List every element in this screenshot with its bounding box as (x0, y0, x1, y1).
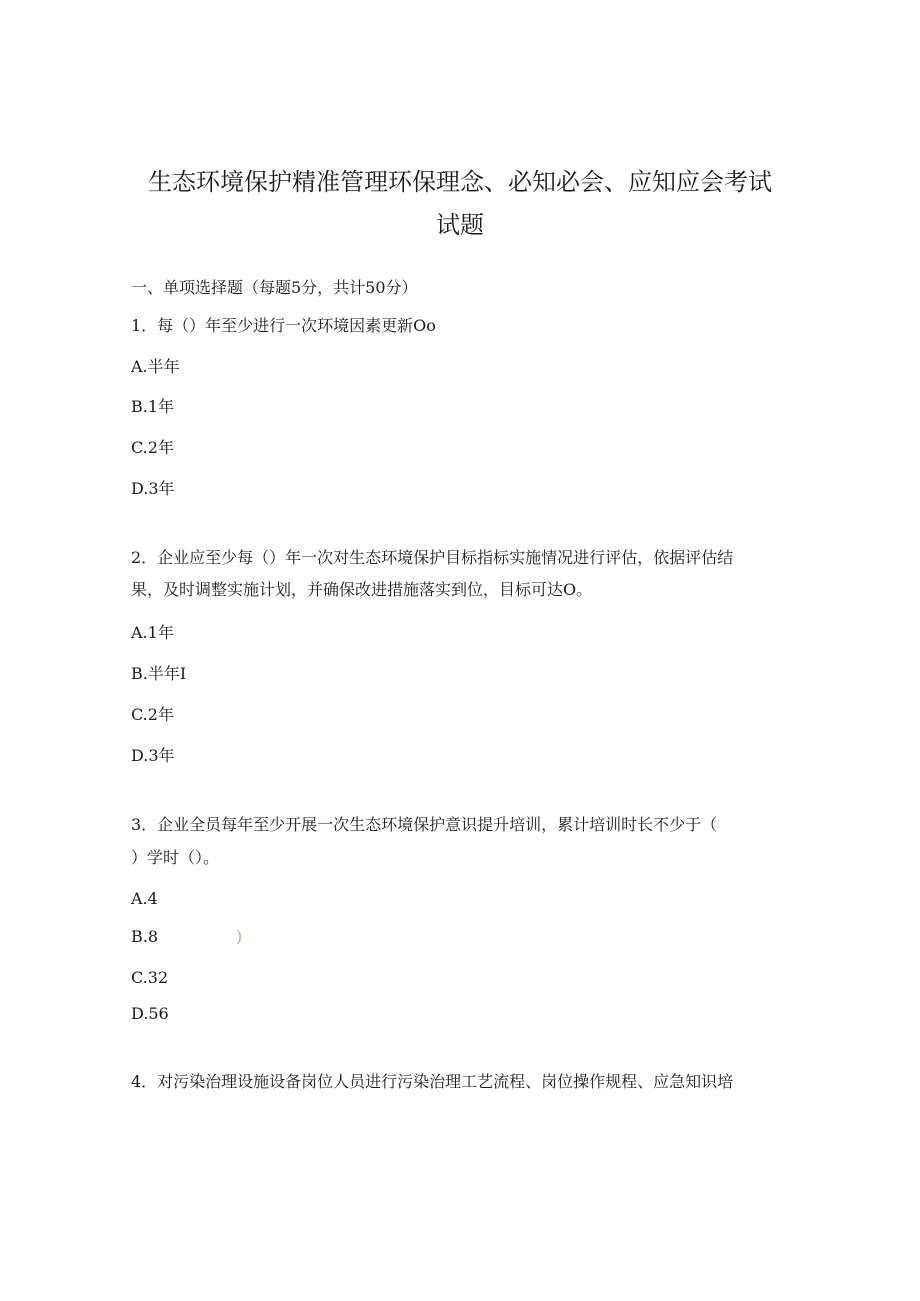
document-title-line-1: 生态环境保护精准管理环保理念、必知必会、应知应会考试 (148, 168, 772, 196)
document-title-line-2: 试题 (436, 211, 484, 239)
question-2-option-a: A.1年 (131, 623, 174, 642)
question-1-option-b: B.1年 (131, 397, 175, 416)
question-3-stem-line-1: 3．企业全员每年至少开展一次生态环境保护意识提升培训，累计培训时长不少于（ (131, 815, 718, 834)
question-2-option-b: B.半年I (131, 664, 187, 683)
question-1-option-a: A.半年 (131, 357, 180, 376)
question-2-stem-line-2: 果，及时调整实施计划，并确保改进措施落实到位，目标可达O。 (131, 580, 593, 599)
question-4-stem-line-1: 4．对污染治理设施设备岗位人员进行污染治理工艺流程、岗位操作规程、应急知识培 (131, 1072, 734, 1091)
question-1-option-d: D.3年 (131, 479, 175, 498)
question-2-option-c: C.2年 (131, 705, 174, 724)
question-2-option-d: D.3年 (131, 746, 175, 765)
question-2-stem-line-1: 2．企业应至少每（）年一次对生态环境保护目标指标实施情况进行评估，依据评估结 (131, 548, 734, 567)
stray-paren-mark: ) (236, 927, 243, 946)
question-3-option-c: C.32 (131, 968, 169, 987)
question-1-option-c: C.2年 (131, 438, 174, 457)
section-heading: 一、单项选择题（每题5分，共计50分） (131, 278, 418, 297)
question-3-option-a: A.4 (131, 889, 158, 908)
question-3-option-b: B.8 (131, 927, 159, 946)
question-1-stem: 1．每（）年至少进行一次环境因素更新Oo (131, 316, 436, 335)
question-3-option-d: D.56 (131, 1004, 169, 1023)
question-3-stem-line-2: ）学时（）。 (131, 848, 220, 867)
